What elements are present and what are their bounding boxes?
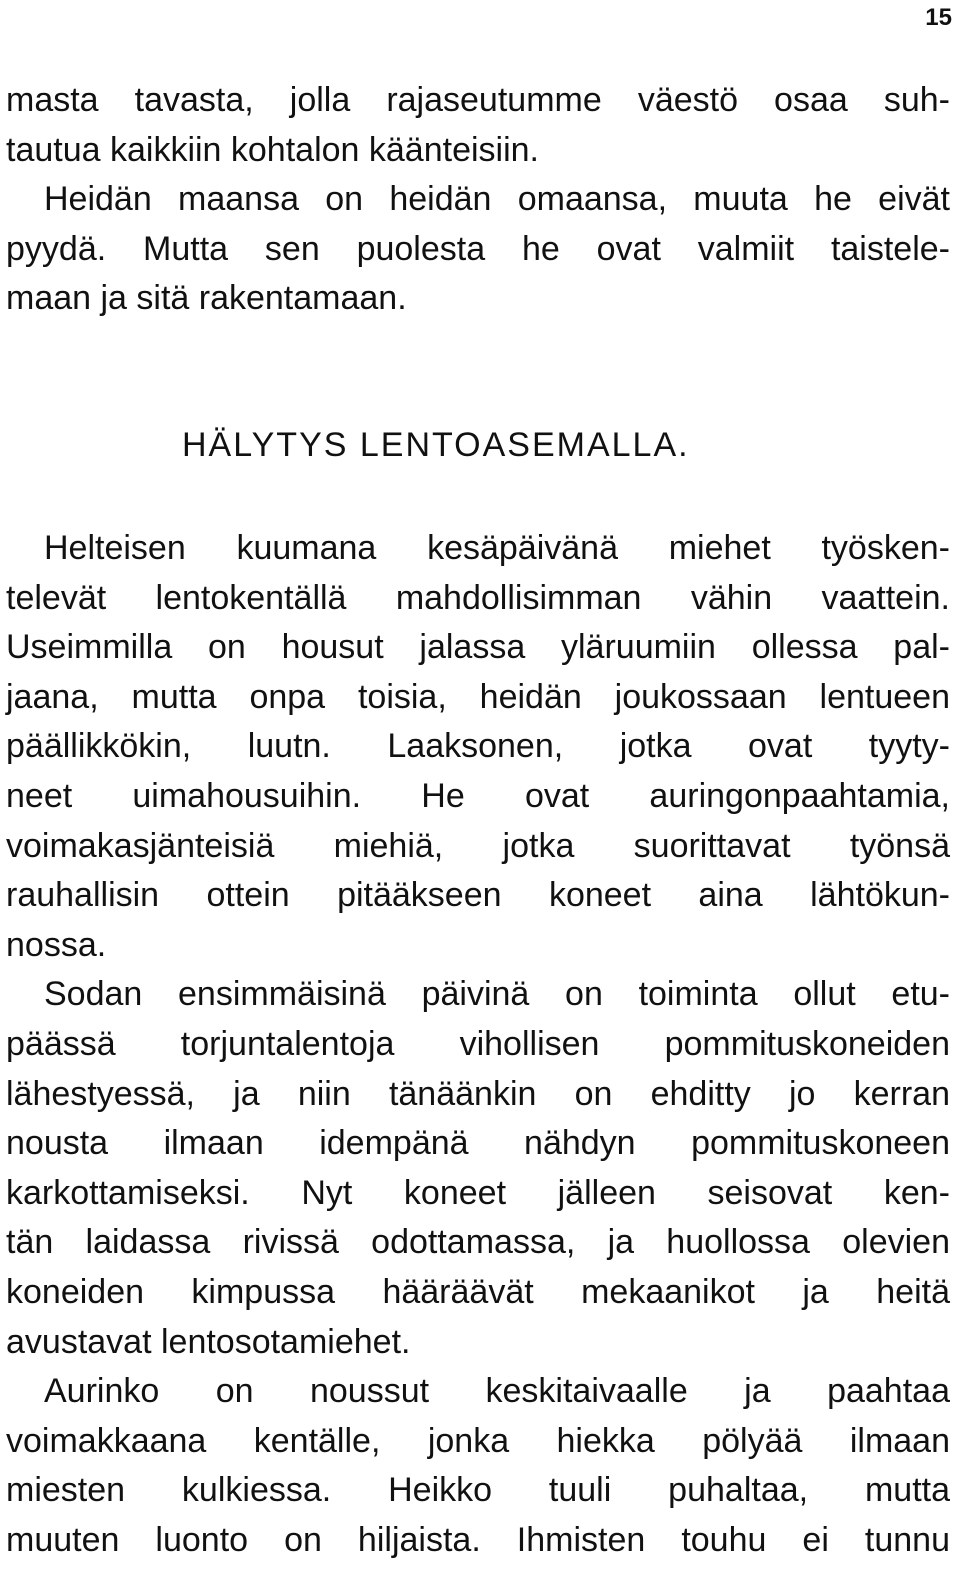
text-line: muuten luonto on hiljaista. Ihmisten touhu ei tunnu: [6, 1520, 950, 1559]
text-line: masta tavasta, jolla rajaseutumme väestö osaa suh-: [6, 81, 950, 119]
text-line: karkottamiseksi. Nyt koneet jälleen seisovat ken-: [6, 1173, 950, 1212]
text-line: lähestyessä, ja niin tänäänkin on ehditty jo kerran: [6, 1074, 950, 1113]
text-line: Helteisen kuumana kesäpäivänä miehet työsken-: [44, 529, 950, 567]
text-line: jaana, mutta onpa toisia, heidän joukossaan lentueen: [6, 677, 950, 716]
text-line: avustavat lentosotamiehet.: [6, 1322, 411, 1361]
text-line: neet uimahousuihin. He ovat auringonpaahtamia,: [6, 776, 950, 815]
text-line: tän laidassa rivissä odottamassa, ja huollossa olevien: [6, 1223, 950, 1262]
text-line: Useimmilla on housut jalassa yläruumiin ollessa pal-: [6, 628, 950, 667]
section-heading: HÄLYTYS LENTOASEMALLA.: [182, 426, 690, 464]
text-line: voimakkaana kentälle, jonka hiekka pölyää ilmaan: [6, 1421, 950, 1460]
text-line: nousta ilmaan idempänä nähdyn pommituskoneen: [6, 1124, 950, 1163]
text-line: televät lentokentällä mahdollisimman vähin vaattein.: [6, 578, 950, 617]
text-line: voimakasjänteisiä miehiä, jotka suorittavat työnsä: [6, 826, 950, 865]
text-line: rauhallisin ottein pitääkseen koneet aina lähtökun-: [6, 876, 950, 915]
text-line: Aurinko on noussut keskitaivaalle ja paahtaa: [44, 1372, 950, 1411]
text-line: maan ja sitä rakentamaan.: [6, 279, 407, 318]
text-line: Heidän maansa on heidän omaansa, muuta he eivät: [44, 180, 950, 219]
text-line: miesten kulkiessa. Heikko tuuli puhaltaa, mutta: [6, 1471, 950, 1510]
text-line: koneiden kimpussa hääräävät mekaanikot ja heitä: [6, 1272, 950, 1311]
body-text-block: [6, 524, 950, 1565]
top-text-block: [6, 76, 950, 324]
text-line: päässä torjuntalentoja vihollisen pommituskoneiden: [6, 1024, 950, 1063]
page-number: 15: [925, 4, 952, 31]
text-line: nossa.: [6, 925, 107, 964]
text-line: Sodan ensimmäisinä päivinä on toiminta ollut etu-: [44, 975, 950, 1014]
text-line: pyydä. Mutta sen puolesta he ovat valmiit taistele-: [6, 229, 950, 268]
text-line: päällikkökin, luutn. Laaksonen, jotka ovat tyyty-: [6, 727, 950, 766]
text-line: tautua kaikkiin kohtalon käänteisiin.: [6, 130, 539, 169]
